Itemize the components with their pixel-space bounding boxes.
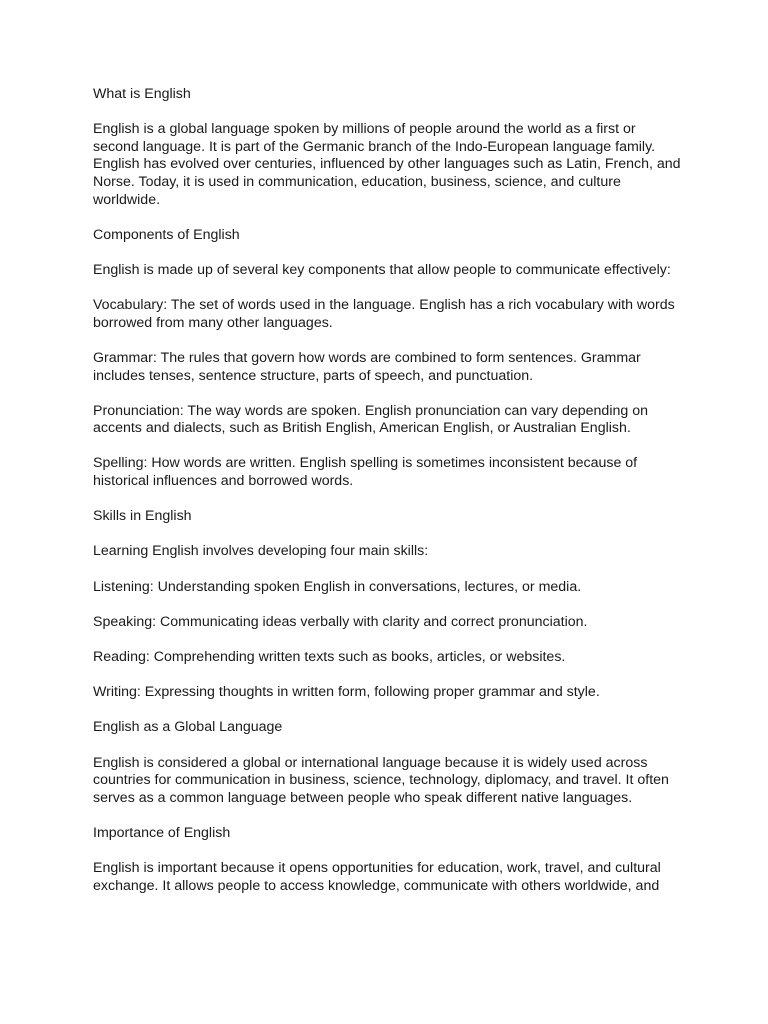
- paragraph: English is a global language spoken by millions of people around the world as a first or second language. It is part of the Germanic branch of the Indo-European language family. English has evolved over centuries, influenced by other languages such as Latin, French, and Norse. Today, it is used in communication, education, business, science, and culture worldwide.: [93, 121, 681, 208]
- paragraph-reading: Reading: Comprehending written texts such as books, articles, or websites.: [93, 649, 566, 665]
- paragraph: English is important because it opens opportunities for education, work, travel, and cultural exchange. It allows people to access knowledge, communicate with others worldwide, and: [93, 860, 661, 894]
- section-heading-skills: Skills in English: [93, 508, 192, 525]
- paragraph-speaking: Speaking: Communicating ideas verbally with clarity and correct pronunciation.: [93, 613, 588, 630]
- paragraph-listening: Listening: Understanding spoken English in conversations, lectures, or media.: [93, 578, 582, 595]
- section-heading-global-language: English as a Global Language: [93, 719, 283, 736]
- paragraph-grammar: Grammar: The rules that govern how words are combined to form sentences. Grammar includes tenses, sentence structure, parts of speech, and punctuation.: [93, 349, 641, 384]
- paragraph: English is made up of several key components that allow people to communicate effectively:: [93, 261, 671, 278]
- paragraph-pronunciation: Pronunciation: The way words are spoken. English pronunciation can vary depending on accents and dialects, such as British English, American English, or Australian English.: [93, 402, 648, 437]
- paragraph-vocabulary: Vocabulary: The set of words used in the language. English has a rich vocabulary with words borrowed from many other languages.: [93, 297, 675, 331]
- paragraph: Learning English involves developing four main skills:: [93, 543, 429, 560]
- paragraph: English is considered a global or international language because it is widely used across countries for communication in business, science, technology, diplomacy, and travel. It often serves as a common language between people who speak different native languages.: [93, 754, 669, 806]
- paragraph-spelling: Spelling: How words are written. English spelling is sometimes inconsistent because of historical influences and borrowed words.: [93, 455, 638, 490]
- section-heading-what-is-english: What is English: [93, 86, 191, 102]
- section-heading-importance: Importance of English: [93, 824, 231, 841]
- paragraph-writing: Writing: Expressing thoughts in written form, following proper grammar and style.: [93, 684, 600, 701]
- document-body: [93, 86, 683, 913]
- section-heading-components: Components of English: [93, 226, 240, 243]
